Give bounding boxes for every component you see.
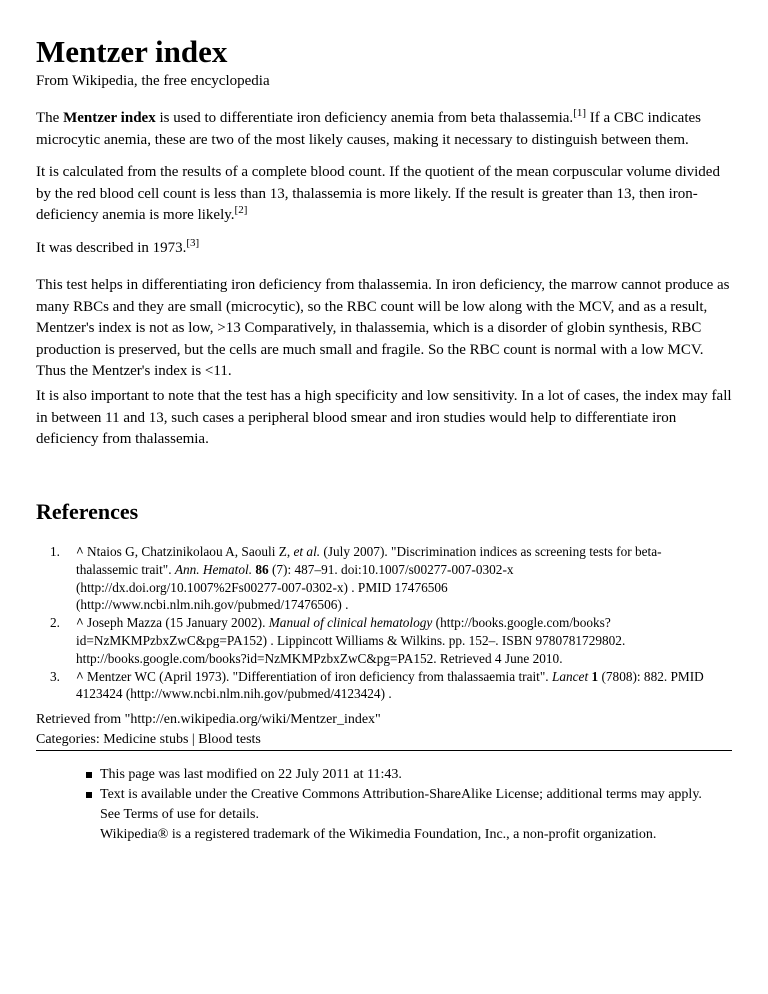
journal-volume: 86 xyxy=(255,561,269,577)
bullet-icon xyxy=(86,792,92,798)
calculation-text: It is calculated from the results of a complete blood count. If the quotient of the mean corpuscular volume divided by the red blood cell count is less than 13, thalassemia is more likely. If the result is greater than 13, then iron-deficiency anemia is more likely. xyxy=(36,164,720,223)
footer-divider xyxy=(36,750,732,751)
reference-text: Mentzer WC (April 1973). "Differentiation of iron deficiency from thalassaemia trait". xyxy=(83,668,552,684)
bullet-icon xyxy=(86,772,92,778)
footer-item-license xyxy=(86,785,716,845)
journal-name: Lancet xyxy=(551,668,589,684)
reference-item xyxy=(36,543,716,614)
category-link-blood-tests[interactable]: Blood tests xyxy=(198,731,261,747)
calculation-paragraph xyxy=(36,162,736,227)
history-paragraph xyxy=(36,238,736,260)
backlink-caret[interactable]: ^ xyxy=(76,544,84,559)
backlink-caret[interactable]: ^ xyxy=(76,668,84,684)
retrieved-from-link[interactable]: Retrieved from "http://en.wikipedia.org/wiki/Mentzer_index" xyxy=(36,712,381,727)
reference-item xyxy=(36,668,716,704)
references-heading: References xyxy=(36,499,139,524)
last-modified-text: This page was last modified on 22 July 2011 at 11:43. xyxy=(100,767,402,782)
book-title[interactable]: Manual of clinical hematology xyxy=(268,615,433,631)
journal-volume: 1 xyxy=(591,668,599,684)
history-text: It was described in 1973. xyxy=(36,240,187,256)
reference-text: Ntaios G, Chatzinikolaou A, Saouli Z, xyxy=(83,544,294,559)
explanation-paragraph: This test helps in differentiating iron deficiency from thalassemia. In iron deficiency, the marrow cannot produce as many RBCs and they are small (microcytic), so the RBC count will be low along with the MCV, and as a result, Mentzer's index is not as low, >13 Comparatively, in thalassemia, which is a disorder of globin synthesis, RBC production is preserved, but the cells are much small and fragile. So the RBC count is normal with a low MCV. Thus the Mentzer's index is <11. xyxy=(36,277,730,379)
references-list xyxy=(36,543,716,703)
reference-number: 2. xyxy=(50,615,60,631)
reference-text: (July 2007). "Discrimination indices as screening tests for beta-thalassemic trait". xyxy=(76,544,662,577)
license-text[interactable]: Text is available under the Creative Commons Attribution-ShareAlike License; additional terms may apply. See Terms of use for details. xyxy=(100,787,702,822)
citation-link-2[interactable]: [2] xyxy=(234,204,248,216)
article-term: Mentzer index xyxy=(63,110,156,126)
page-title: Mentzer index xyxy=(36,34,228,69)
note-paragraph: It is also important to note that the test has a high specificity and low sensitivity. In a lot of cases, the index may fall in between 11 and 13, such cases a peripheral blood smear and iron studies would help to differentiate iron deficiency from thalassemia. xyxy=(36,388,732,447)
backlink-caret[interactable]: ^ xyxy=(76,615,84,631)
reference-number: 3. xyxy=(50,668,60,684)
intro-text-pre: The xyxy=(36,110,64,126)
citation-link-3[interactable]: [3] xyxy=(186,237,200,249)
categories-label: Categories: xyxy=(36,731,104,747)
citation-link-1[interactable]: [1] xyxy=(573,107,587,119)
reference-text[interactable]: (7808): 882. PMID 4123424 (http://www.ncbi.nlm.nih.gov/pubmed/4123424) . xyxy=(76,668,704,702)
reference-text: Joseph Mazza (15 January 2002). xyxy=(83,615,269,631)
reference-italic: et al. xyxy=(293,544,321,559)
trademark-text: Wikipedia® is a registered trademark of the Wikimedia Foundation, Inc., a non-profit organization. xyxy=(100,827,657,842)
footer-item-last-modified xyxy=(86,765,716,785)
reference-number: 1. xyxy=(50,544,60,559)
reference-item xyxy=(36,614,716,667)
page-meta xyxy=(36,710,381,749)
reference-text[interactable]: (http://books.google.com/books?id=NzMKMPzbxZwC&pg=PA152) . Lippincott Williams & Wilkins. pp. 152–. ISBN 9780781729802. http://books.google.com/books?id=NzMKMPzbxZwC&pg=PA152. Retrieved 4 June 2010. xyxy=(76,615,626,666)
categories-bar xyxy=(36,730,381,750)
page-subtitle: From Wikipedia, the free encyclopedia xyxy=(36,73,270,89)
reference-text[interactable]: (7): 487–91. doi:10.1007/s00277-007-0302-x (http://dx.doi.org/10.1007%2Fs00277-007-0302-x) . PMID 17476506 (http://www.ncbi.nlm.nih.gov/pubmed/17476506) . xyxy=(76,561,514,613)
footer-list xyxy=(86,765,716,845)
journal-name: Ann. Hematol. xyxy=(174,561,253,577)
intro-paragraph xyxy=(36,108,736,151)
category-link-medicine-stubs[interactable]: Medicine stubs xyxy=(103,731,189,747)
intro-text-after: If a CBC indicates microcytic anemia, these are two of the most likely causes, making it necessary to distinguish between them. xyxy=(36,110,701,148)
intro-text-main: is used to differentiate iron deficiency anemia from beta thalassemia. xyxy=(155,110,574,126)
category-separator: | xyxy=(188,731,199,747)
